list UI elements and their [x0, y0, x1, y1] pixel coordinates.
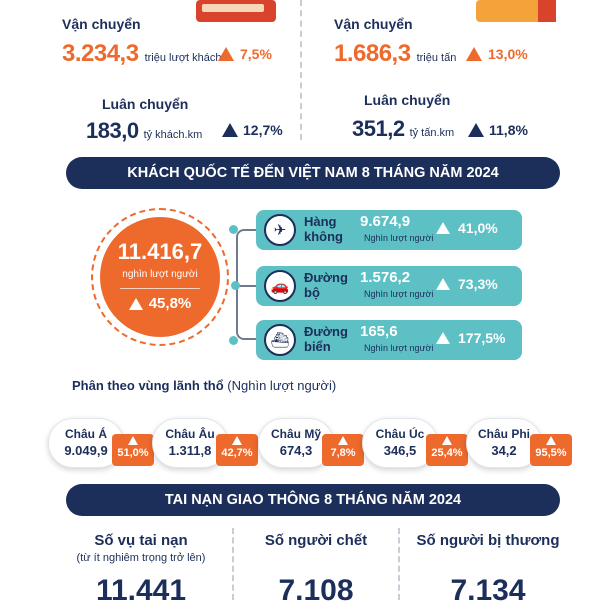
mode-name: không — [304, 229, 343, 244]
cargo-rotation-label: Luân chuyển — [364, 92, 451, 108]
passenger-rotation-pct: 12,7% — [243, 122, 283, 138]
total-visitors-unit: nghìn lượt người — [122, 269, 198, 280]
increase-arrow-icon — [436, 332, 450, 344]
total-visitors-circle — [100, 217, 220, 337]
region-title-text: Phân theo vùng lãnh thổ — [72, 378, 224, 393]
region-value: 1.311,8 — [168, 443, 212, 458]
mode-unit: Nghìn lượt người — [364, 233, 434, 243]
airplane-icon: ✈ — [264, 214, 296, 246]
mode-name: bộ — [304, 285, 320, 300]
increase-arrow-icon — [466, 47, 482, 61]
region-africa — [466, 418, 576, 468]
mode-sea — [256, 320, 522, 360]
accident-injured-label: Số người bị thương — [416, 532, 560, 549]
mode-pct: 41,0% — [458, 220, 498, 236]
region-pct: 95,5% — [535, 447, 567, 459]
increase-arrow-icon — [222, 123, 238, 137]
mode-road — [256, 266, 522, 306]
mode-name: Hàng — [304, 214, 337, 229]
accident-cases-sub: (từ ít nghiêm trọng trở lên) — [76, 552, 206, 564]
accident-deaths-value: 7.108 — [278, 574, 354, 607]
bus-illustration — [196, 0, 276, 22]
section-divider — [300, 0, 302, 140]
accident-cases-value: 11.441 — [95, 574, 187, 607]
mode-unit: Nghìn lượt người — [364, 343, 434, 353]
mode-name: Đường — [304, 270, 348, 285]
connector-dot — [231, 281, 240, 290]
increase-arrow-icon — [218, 47, 234, 61]
connector-line — [236, 285, 258, 340]
region-pct: 25,4% — [431, 447, 463, 459]
accidents-banner: TAI NẠN GIAO THÔNG 8 THÁNG NĂM 2024 — [66, 484, 560, 516]
car-icon: 🚗 — [264, 270, 296, 302]
region-name: Châu Phi — [477, 427, 530, 441]
mode-pct: 177,5% — [458, 330, 506, 346]
accident-injured-value: 7.134 — [450, 574, 526, 607]
mode-air — [256, 210, 522, 250]
increase-arrow-icon — [468, 123, 484, 137]
passenger-transport-unit: triệu lượt khách — [144, 52, 222, 64]
region-asia — [48, 418, 158, 468]
mode-value: 1.576,2 — [360, 269, 411, 286]
circle-divider — [120, 288, 200, 289]
region-value: 674,3 — [279, 443, 313, 458]
region-america — [258, 418, 368, 468]
increase-arrow-icon — [338, 436, 348, 445]
cargo-rotation-value: 351,2 — [352, 116, 405, 141]
connector-line — [236, 229, 258, 285]
region-name: Châu Á — [65, 427, 107, 441]
cargo-rotation-pct: 11,8% — [489, 122, 528, 138]
section-divider — [398, 528, 400, 600]
mode-unit: Nghìn lượt người — [364, 289, 434, 299]
mode-pct: 73,3% — [458, 276, 498, 292]
mode-value: 165,6 — [360, 323, 398, 340]
increase-arrow-icon — [232, 436, 242, 445]
region-value: 9.049,9 — [64, 443, 108, 458]
region-value: 34,2 — [491, 443, 517, 458]
region-oceania — [362, 418, 472, 468]
total-visitors-pct: 45,8% — [148, 295, 192, 312]
passenger-transport-value: 3.234,3 — [62, 40, 139, 67]
cargo-transport-label: Vận chuyển — [334, 16, 413, 32]
passenger-rotation-unit: tỷ khách.km — [143, 129, 203, 141]
mode-value: 9.674,9 — [360, 213, 411, 230]
region-pct: 7,8% — [330, 447, 356, 459]
cargo-transport-pct: 13,0% — [488, 46, 528, 62]
passenger-transport-pct: 7,5% — [240, 46, 272, 62]
region-pct: 51,0% — [117, 447, 149, 459]
passenger-rotation-value: 183,0 — [86, 118, 139, 143]
connector-dot — [229, 336, 238, 345]
visitors-banner: KHÁCH QUỐC TẾ ĐẾN VIỆT NAM 8 THÁNG NĂM 2024 — [66, 157, 560, 189]
increase-arrow-icon — [546, 436, 556, 445]
increase-arrow-icon — [436, 222, 450, 234]
increase-arrow-icon — [128, 436, 138, 445]
increase-arrow-icon — [129, 298, 143, 310]
region-title — [72, 378, 336, 393]
accident-cases-label: Số vụ tai nạn — [94, 532, 188, 549]
cargo-rotation-unit: tỷ tấn.km — [409, 127, 455, 139]
accident-deaths-label: Số người chết — [264, 532, 368, 549]
section-divider — [232, 528, 234, 600]
region-value: 346,5 — [383, 443, 417, 458]
region-name: Châu Âu — [165, 427, 215, 441]
connector-dot — [229, 225, 238, 234]
total-visitors-value: 11.416,7 — [117, 239, 203, 264]
region-title-unit: (Nghìn lượt người) — [227, 378, 337, 393]
truck-illustration — [476, 0, 556, 22]
passenger-transport-label: Vận chuyển — [62, 16, 141, 32]
region-name: Châu Mỹ — [270, 427, 321, 441]
passenger-rotation-label: Luân chuyển — [102, 96, 189, 112]
increase-arrow-icon — [436, 278, 450, 290]
increase-arrow-icon — [442, 436, 452, 445]
ship-icon: ⛴ — [264, 324, 296, 356]
region-pct: 42,7% — [221, 447, 253, 459]
mode-name: biển — [304, 339, 331, 354]
cargo-transport-unit: triệu tấn — [416, 52, 457, 64]
region-europe — [152, 418, 262, 468]
region-name: Châu Úc — [375, 427, 425, 441]
mode-name: Đường — [304, 324, 348, 339]
cargo-transport-value: 1.686,3 — [334, 40, 411, 67]
